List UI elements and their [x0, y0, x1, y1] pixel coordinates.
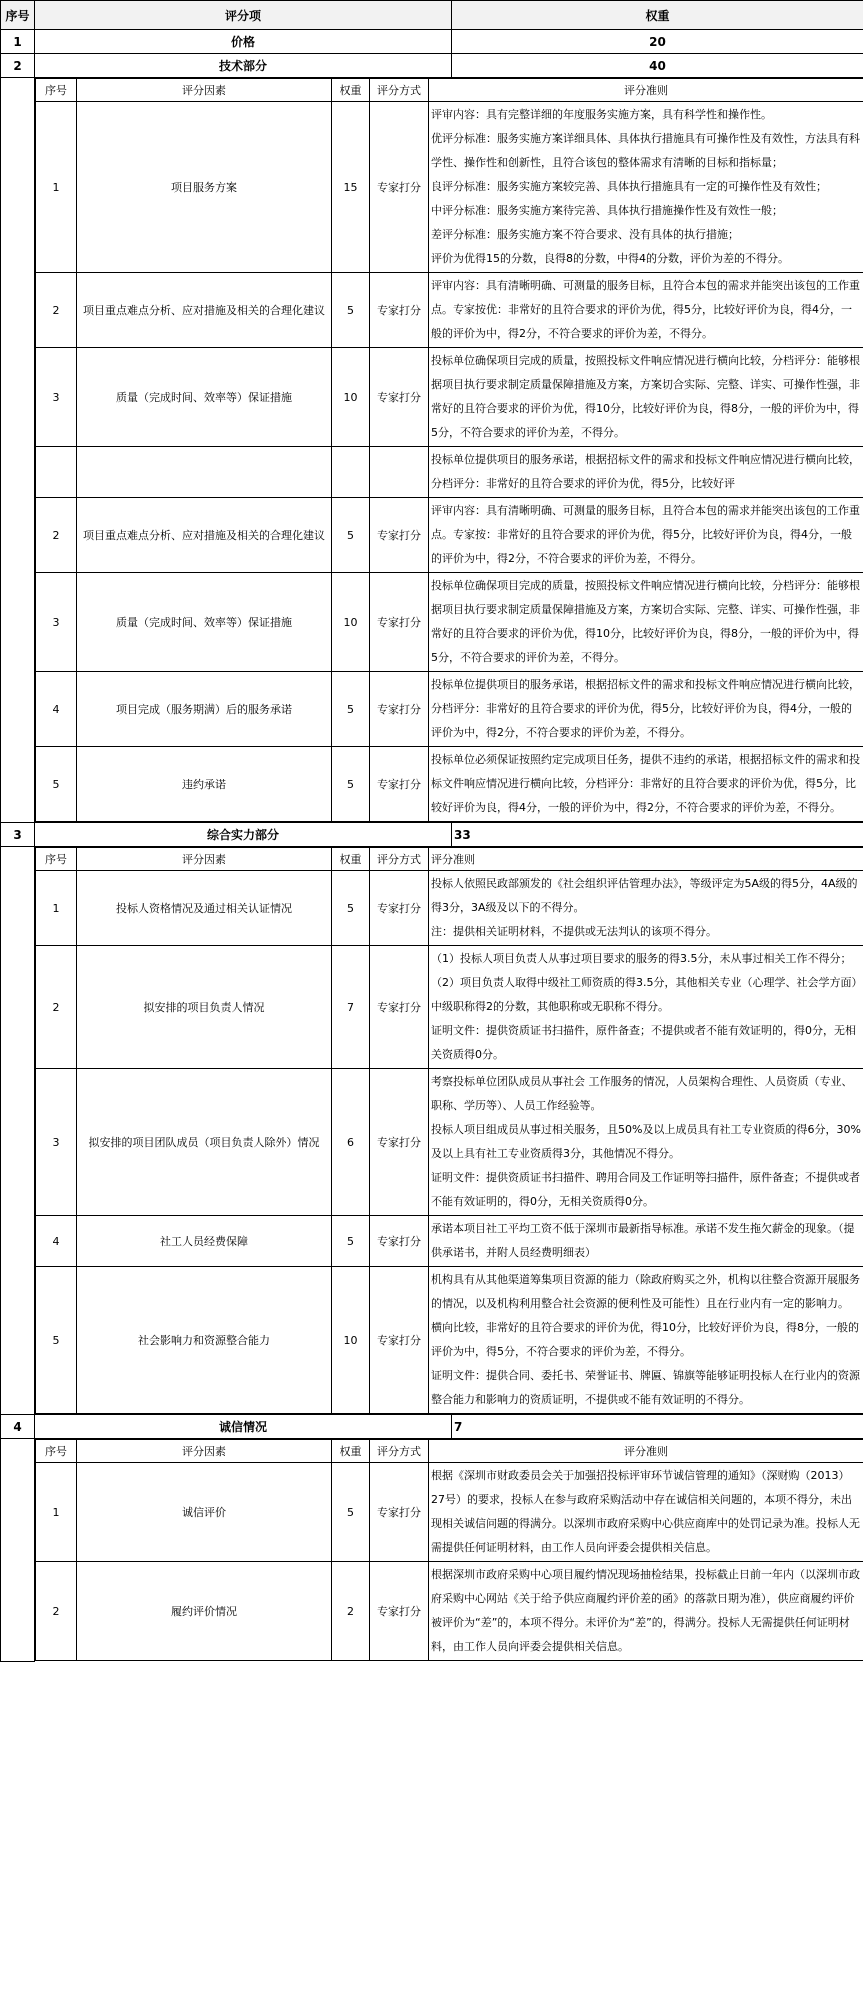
row-method: 专家打分 — [370, 348, 429, 447]
row-no: 1 — [36, 871, 77, 946]
row-factor: 履约评价情况 — [77, 1562, 332, 1661]
tech-subtable — [35, 78, 863, 822]
row-no: 3 — [36, 573, 77, 672]
sub-header-method: 评分方式 — [370, 79, 429, 102]
sub-header-weight: 权重 — [332, 848, 370, 871]
section-name: 技术部分 — [35, 54, 452, 78]
row-method: 专家打分 — [370, 1463, 429, 1562]
row-criteria — [429, 102, 863, 273]
table-row — [36, 102, 863, 273]
indent-cell — [1, 847, 35, 1415]
row-no: 1 — [36, 102, 77, 273]
table-row — [36, 1463, 863, 1562]
row-no: 5 — [36, 747, 77, 822]
table-row — [36, 747, 863, 822]
table-row — [36, 946, 863, 1069]
section-row-credit — [1, 1415, 863, 1439]
section-row-tech — [1, 54, 863, 78]
table-row — [36, 1267, 863, 1414]
criteria-paragraph: 考察投标单位团队成员从事社会 工作服务的情况，人员架构合理性、人员资质（专业、职称、学历等）、人员工作经验等。 — [431, 1075, 853, 1112]
row-no: 3 — [36, 1069, 77, 1216]
criteria-paragraph: 评审内容：具有完整详细的年度服务实施方案，具有科学性和操作性。 — [431, 108, 772, 121]
criteria-paragraph: 投标单位提供项目的服务承诺，根据招标文件的需求和投标文件响应情况进行横向比较，分档评分：非常好的且符合要求的评价为优，得5分，比较好评 — [431, 453, 860, 490]
row-no: 4 — [36, 672, 77, 747]
row-criteria — [429, 348, 863, 447]
criteria-paragraph: 证明文件：提供合同、委托书、荣誉证书、牌匾、锦旗等能够证明投标人在行业内的资源整合能力和影响力的资质证明，不提供或不能有效证明的不得分。 — [431, 1369, 860, 1406]
row-method: 专家打分 — [370, 946, 429, 1069]
criteria-paragraph: 投标单位必须保证按照约定完成项目任务，提供不违约的承诺，根据招标文件的需求和投标文件响应情况进行横向比较，分档评分：非常好的且符合要求的评价为优，得5分，比较好评价为良，得4分，一般的评价为中，得2分，不符合要求的评价为差，不得分。 — [431, 753, 860, 814]
criteria-paragraph: 良评分标准：服务实施方案较完善、具体执行措施具有一定的可操作性及有效性； — [431, 180, 827, 193]
criteria-paragraph: 投标单位提供项目的服务承诺，根据招标文件的需求和投标文件响应情况进行横向比较，分档评分：非常好的且符合要求的评价为优，得5分，比较好评价为良，得4分，一般的评价为中，得2分，不符合要求的评价为差，不得分。 — [431, 678, 860, 739]
criteria-paragraph: 中评分标准：服务实施方案待完善、具体执行措施操作性及有效性一般； — [431, 204, 783, 217]
row-method: 专家打分 — [370, 102, 429, 273]
row-weight: 10 — [332, 573, 370, 672]
table-row — [36, 1069, 863, 1216]
row-factor: 拟安排的项目负责人情况 — [77, 946, 332, 1069]
criteria-paragraph: 根据深圳市政府采购中心项目履约情况现场抽检结果，投标截止日前一年内（以深圳市政府采购中心网站《关于给予供应商履约评价差的函》的落款日期为准），供应商履约评价被评价为“差”的，本项不得分。未评价为“差”的，得满分。投标人无需提供任何证明材料，由工作人员向评委会提供相关信息。 — [431, 1568, 860, 1653]
row-weight: 10 — [332, 348, 370, 447]
sub-header-factor: 评分因素 — [77, 1440, 332, 1463]
section-no: 2 — [1, 54, 35, 78]
row-weight: 6 — [332, 1069, 370, 1216]
row-factor: 社会影响力和资源整合能力 — [77, 1267, 332, 1414]
row-weight: 5 — [332, 1216, 370, 1267]
table-row — [36, 348, 863, 447]
row-weight: 5 — [332, 672, 370, 747]
sub-header — [36, 79, 863, 102]
section-name: 价格 — [35, 30, 452, 54]
table-header — [1, 1, 863, 30]
row-criteria — [429, 447, 863, 498]
criteria-paragraph: 投标单位确保项目完成的质量，按照投标文件响应情况进行横向比较，分档评分：能够根据项目执行要求制定质量保障措施及方案，方案切合实际、完整、详实、可操作性强，非常好的且符合要求的评价为优，得10分，比较好评价为良，得8分，一般的评价为中，得5分，不符合要求的评价为差，不得分。 — [431, 354, 860, 439]
row-method: 专家打分 — [370, 1069, 429, 1216]
section-row-strength — [1, 823, 863, 847]
table-row — [36, 273, 863, 348]
row-factor — [77, 447, 332, 498]
row-method: 专家打分 — [370, 273, 429, 348]
sub-header-no: 序号 — [36, 848, 77, 871]
criteria-paragraph: 投标人依照民政部颁发的《社会组织评估管理办法》，等级评定为5A级的得5分，4A级的得3分，3A级及以下的不得分。 — [431, 877, 858, 914]
header-no: 序号 — [1, 1, 35, 30]
section-weight: 33 — [452, 823, 863, 847]
criteria-paragraph: 注：提供相关证明材料，不提供或无法判认的该项不得分。 — [431, 925, 717, 938]
row-weight: 5 — [332, 747, 370, 822]
row-factor: 违约承诺 — [77, 747, 332, 822]
credit-subtable — [35, 1439, 863, 1661]
section-weight: 7 — [452, 1415, 863, 1439]
row-method: 专家打分 — [370, 1562, 429, 1661]
row-weight: 10 — [332, 1267, 370, 1414]
section-weight: 40 — [452, 54, 863, 78]
table-row — [36, 1562, 863, 1661]
row-method: 专家打分 — [370, 573, 429, 672]
row-criteria — [429, 672, 863, 747]
row-factor: 投标人资格情况及通过相关认证情况 — [77, 871, 332, 946]
sub-header — [36, 848, 863, 871]
table-row — [36, 1216, 863, 1267]
row-criteria — [429, 273, 863, 348]
row-criteria — [429, 1267, 863, 1414]
criteria-paragraph: 证明文件：提供资质证书扫描件、聘用合同及工作证明等扫描件，原件备查；不提供或者不能有效证明的，得0分，无相关资质得0分。 — [431, 1171, 860, 1208]
criteria-paragraph: （1）投标人项目负责人从事过项目要求的服务的得3.5分，未从事过相关工作不得分； — [431, 952, 852, 965]
table-row — [36, 573, 863, 672]
row-criteria — [429, 573, 863, 672]
row-no: 2 — [36, 273, 77, 348]
row-criteria — [429, 747, 863, 822]
sub-header-method: 评分方式 — [370, 1440, 429, 1463]
sub-header-criteria: 评分准则 — [429, 79, 863, 102]
sub-header-criteria: 评分准则 — [429, 1440, 863, 1463]
table-row — [36, 871, 863, 946]
criteria-paragraph: 差评分标准：服务实施方案不符合要求、没有具体的执行措施； — [431, 228, 739, 241]
sub-header — [36, 1440, 863, 1463]
sub-header-criteria: 评分准则 — [429, 848, 863, 871]
row-no: 3 — [36, 348, 77, 447]
criteria-paragraph: 证明文件：提供资质证书扫描件，原件备查；不提供或者不能有效证明的，得0分，无相关资质得0分。 — [431, 1024, 856, 1061]
section-no: 1 — [1, 30, 35, 54]
row-method: 专家打分 — [370, 1267, 429, 1414]
row-factor: 项目重点难点分析、应对措施及相关的合理化建议 — [77, 498, 332, 573]
criteria-paragraph: 承诺本项目社工平均工资不低于深圳市最新指导标准。承诺不发生拖欠薪金的现象。（提供承诺书，并附人员经费明细表） — [431, 1222, 855, 1259]
section-no: 3 — [1, 823, 35, 847]
table-row — [36, 498, 863, 573]
row-factor: 质量（完成时间、效率等）保证措施 — [77, 573, 332, 672]
row-factor: 项目服务方案 — [77, 102, 332, 273]
row-criteria — [429, 1463, 863, 1562]
header-weight: 权重 — [452, 1, 863, 30]
table-row — [36, 672, 863, 747]
row-factor: 质量（完成时间、效率等）保证措施 — [77, 348, 332, 447]
row-factor: 项目重点难点分析、应对措施及相关的合理化建议 — [77, 273, 332, 348]
sub-header-weight: 权重 — [332, 79, 370, 102]
criteria-paragraph: 评审内容：具有清晰明确、可测量的服务目标，且符合本包的需求并能突出该包的工作重点。专家按：非常好的且符合要求的评价为优，得5分，比较好评价为良，得4分，一般的评价为中，得2分，不符合要求的评价为差，不得分。 — [431, 504, 860, 565]
sub-header-factor: 评分因素 — [77, 848, 332, 871]
sub-header-no: 序号 — [36, 1440, 77, 1463]
row-no — [36, 447, 77, 498]
section-name: 综合实力部分 — [35, 823, 452, 847]
row-weight: 15 — [332, 102, 370, 273]
section-no: 4 — [1, 1415, 35, 1439]
criteria-paragraph: 根据《深圳市财政委员会关于加强招投标评审环节诚信管理的通知》（深财购（2013）27号）的要求，投标人在参与政府采购活动中存在诚信相关问题的，本项不得分，未出现相关诚信问题的得满分。以深圳市政府采购中心供应商库中的处罚记录为准。投标人无需提供任何证明材料，由工作人员向评委会提供相关信息。 — [431, 1469, 860, 1554]
criteria-paragraph: 投标单位确保项目完成的质量，按照投标文件响应情况进行横向比较，分档评分：能够根据项目执行要求制定质量保障措施及方案，方案切合实际、完整、详实、可操作性强，非常好的且符合要求的评价为优，得10分，比较好评价为良，得8分，一般的评价为中，得5分，不符合要求的评价为差，不得分。 — [431, 579, 860, 664]
section-name: 诚信情况 — [35, 1415, 452, 1439]
row-no: 2 — [36, 498, 77, 573]
row-weight: 5 — [332, 498, 370, 573]
row-factor: 诚信评价 — [77, 1463, 332, 1562]
row-no: 4 — [36, 1216, 77, 1267]
row-no: 1 — [36, 1463, 77, 1562]
row-weight: 5 — [332, 1463, 370, 1562]
row-method: 专家打分 — [370, 672, 429, 747]
criteria-paragraph: 评审内容：具有清晰明确、可测量的服务目标，且符合本包的需求并能突出该包的工作重点。专家按优：非常好的且符合要求的评价为优，得5分，比较好评价为良，得4分，一般的评价为中，得2分，不符合要求的评价为差，不得分。 — [431, 279, 860, 340]
criteria-paragraph: 评价为优得15的分数，良得8的分数，中得4的分数，评价为差的不得分。 — [431, 252, 789, 265]
header-item: 评分项 — [35, 1, 452, 30]
row-method: 专家打分 — [370, 871, 429, 946]
sub-header-factor: 评分因素 — [77, 79, 332, 102]
sub-header-no: 序号 — [36, 79, 77, 102]
criteria-paragraph: 横向比较，非常好的且符合要求的评价为优，得10分，比较好评价为良，得8分，一般的评价为中，得5分，不符合要求的评价为差，不得分。 — [431, 1321, 859, 1358]
row-criteria — [429, 498, 863, 573]
row-weight: 2 — [332, 1562, 370, 1661]
row-method: 专家打分 — [370, 747, 429, 822]
row-factor: 拟安排的项目团队成员（项目负责人除外）情况 — [77, 1069, 332, 1216]
sub-header-weight: 权重 — [332, 1440, 370, 1463]
row-no: 2 — [36, 946, 77, 1069]
row-criteria — [429, 871, 863, 946]
criteria-paragraph: 机构具有从其他渠道筹集项目资源的能力（除政府购买之外，机构以往整合资源开展服务的情况，以及机构利用整合社会资源的便利性及可能性）且在行业内有一定的影响力。 — [431, 1273, 860, 1310]
row-factor: 社工人员经费保障 — [77, 1216, 332, 1267]
row-criteria — [429, 1069, 863, 1216]
indent-cell — [1, 78, 35, 823]
criteria-paragraph: 优评分标准：服务实施方案详细具体、具体执行措施具有可操作性及有效性，方法具有科学性、操作性和创新性，且符合该包的整体需求有清晰的目标和指标量； — [431, 132, 860, 169]
row-criteria — [429, 1216, 863, 1267]
row-method: 专家打分 — [370, 1216, 429, 1267]
sub-header-method: 评分方式 — [370, 848, 429, 871]
section-weight: 20 — [452, 30, 863, 54]
row-weight — [332, 447, 370, 498]
row-criteria — [429, 1562, 863, 1661]
row-factor: 项目完成（服务期满）后的服务承诺 — [77, 672, 332, 747]
row-method — [370, 447, 429, 498]
row-method: 专家打分 — [370, 498, 429, 573]
criteria-paragraph: 投标人项目组成员从事过相关服务，且50%及以上成员具有社工专业资质的得6分，30%及以上具有社工专业资质得3分，其他情况不得分。 — [431, 1123, 861, 1160]
indent-cell — [1, 1439, 35, 1662]
row-no: 5 — [36, 1267, 77, 1414]
strength-subtable — [35, 847, 863, 1414]
row-weight: 5 — [332, 871, 370, 946]
row-weight: 5 — [332, 273, 370, 348]
row-criteria — [429, 946, 863, 1069]
row-no: 2 — [36, 1562, 77, 1661]
row-weight: 7 — [332, 946, 370, 1069]
criteria-paragraph: （2）项目负责人取得中级社工师资质的得3.5分，其他相关专业（心理学、社会学方面）中级职称得2的分数，其他职称或无职称不得分。 — [431, 976, 857, 1013]
table-row — [36, 447, 863, 498]
section-row-price — [1, 30, 863, 54]
